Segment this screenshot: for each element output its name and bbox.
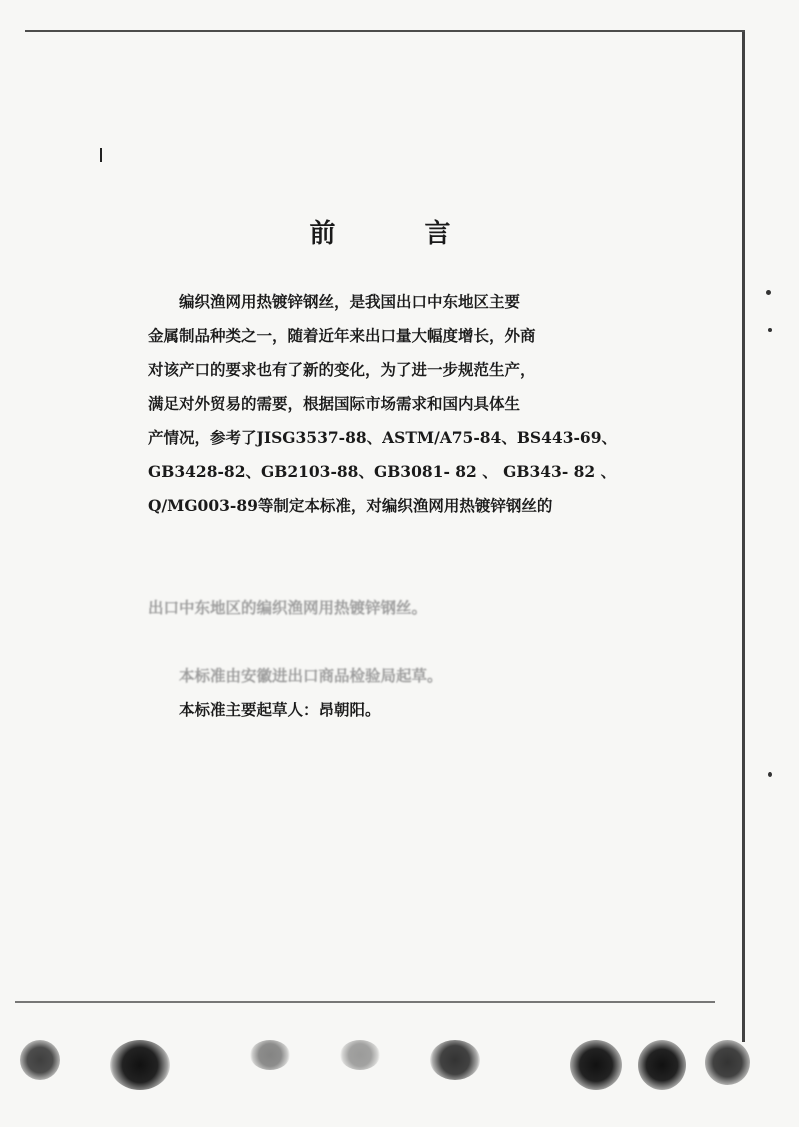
top-scan-line [25,30,745,32]
bottom-scan-line [15,1001,715,1003]
left-tick-mark [100,148,102,162]
text-line: 对该产口的要求也有了新的变化，为了进一步规范生产， [148,360,536,379]
ink-blot [110,1040,170,1090]
text-line: 满足对外贸易的需要，根据国际市场需求和国内具体生 [148,394,521,413]
text-line: 编织渔网用热镀锌钢丝，是我国出口中东地区主要 [179,292,521,311]
preface-body [148,285,620,727]
ink-blot [430,1040,480,1080]
ink-blot [705,1040,750,1085]
illegible-line [148,523,620,557]
ink-blot [570,1040,622,1090]
right-scan-line [742,32,745,1042]
ink-blot [638,1040,686,1090]
text-line: 产情况，参考了JISG3537-88、ASTM/A75-84、BS443-69、 [148,428,617,447]
text-line: GB3428-82、GB2103-88、GB3081- 82 、 GB343- 82 、 [148,462,617,481]
page-title: 前 言 [309,219,491,249]
text-line: 金属制品种类之一，随着近年来出口量大幅度增长，外商 [148,326,536,345]
margin-speck [768,328,772,332]
ink-blot [340,1040,380,1070]
margin-speck [766,290,771,295]
illegible-line [148,625,620,659]
ink-blot [20,1040,60,1080]
illegible-line [148,557,620,591]
drafter-note: 本标准主要起草人：昂朝阳。 [179,700,381,719]
drafting-unit-note: 本标准由安徽进出口商品检验局起草。 [179,666,443,685]
faded-text-line: 出口中东地区的编织渔网用热镀锌钢丝。 [148,598,428,617]
text-line: Q/MG003-89等制定本标准，对编织渔网用热镀锌钢丝的 [148,496,553,515]
margin-speck [768,772,772,777]
ink-blot [250,1040,290,1070]
